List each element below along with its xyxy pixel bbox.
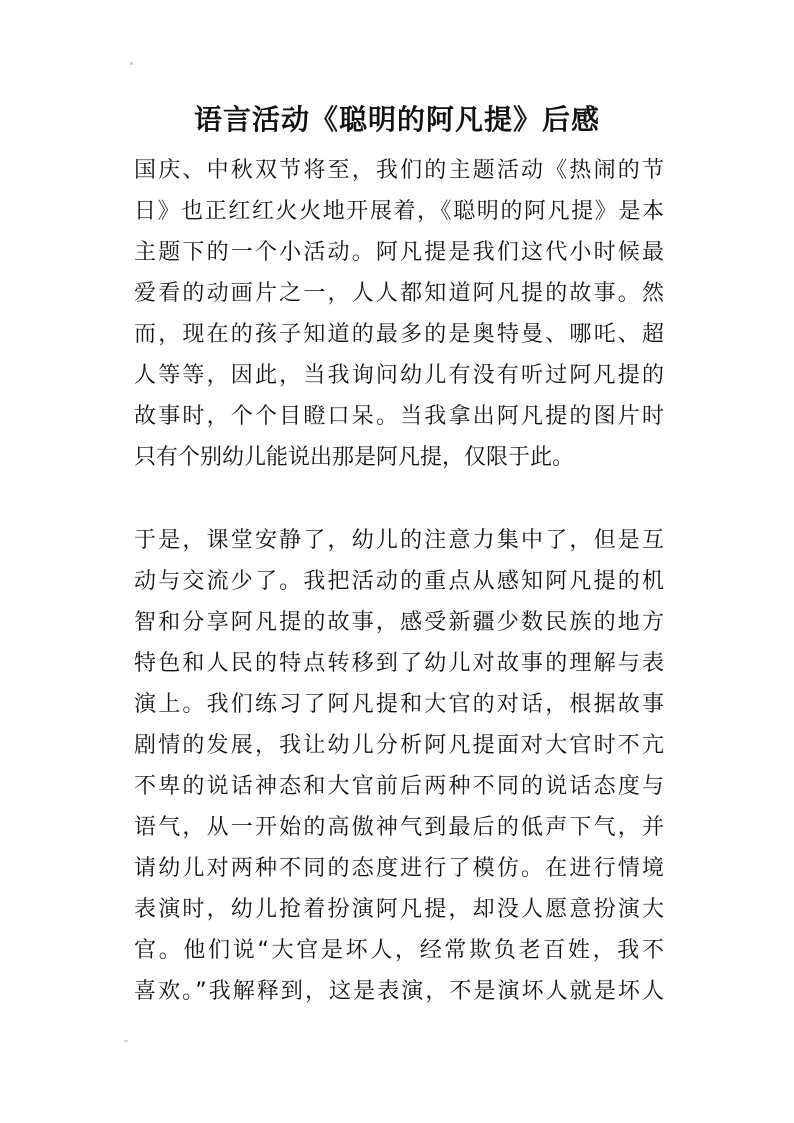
paragraph-line: 故事时，个个目瞪口呆。当我拿出阿凡提的图片时 [134, 404, 664, 429]
scan-speck [130, 62, 133, 65]
document-title: 语言活动《聪明的阿凡提》后感 [193, 103, 600, 136]
paragraph-line: 日》也正红红火火地开展着，《聪明的阿凡提》是本 [134, 199, 664, 224]
paragraph-line: 请幼儿对两种不同的态度进行了模仿。在进行情境 [134, 856, 664, 881]
paragraph-line: 喜欢。”我解释到，这是表演，不是演坏人就是坏人 [134, 979, 664, 1004]
paragraph-line: 人等等，因此，当我询问幼儿有没有听过阿凡提的 [134, 363, 664, 388]
paragraph-line: 国庆、中秋双节将至，我们的主题活动《热闹的节 [134, 158, 664, 183]
paragraph-line: 而，现在的孩子知道的最多的是奥特曼、哪吒、超 [134, 322, 664, 347]
paragraph-line: 表演时，幼儿抢着扮演阿凡提，却没人愿意扮演大 [134, 897, 664, 922]
paragraph-line: 只有个别幼儿能说出那是阿凡提，仅限于此。 [134, 445, 575, 470]
paragraph-line: 智和分享阿凡提的故事，感受新疆少数民族的地方 [134, 610, 664, 635]
scan-speck [124, 1040, 128, 1042]
paragraph-line: 于是，课堂安静了，幼儿的注意力集中了，但是互 [134, 528, 664, 553]
paragraph-line: 爱看的动画片之一，人人都知道阿凡提的故事。然 [134, 281, 664, 306]
paragraph-line: 动与交流少了。我把活动的重点从感知阿凡提的机 [134, 569, 664, 594]
paragraph-1 [134, 150, 664, 478]
paragraph-line: 官。他们说“大官是坏人，经常欺负老百姓，我不 [134, 938, 664, 963]
paragraph-2 [134, 520, 664, 1012]
paragraph-line: 主题下的一个小活动。阿凡提是我们这代小时候最 [134, 240, 664, 265]
paragraph-line: 剧情的发展，我让幼儿分析阿凡提面对大官时不亢 [134, 733, 664, 758]
paragraph-line: 演上。我们练习了阿凡提和大官的对话，根据故事 [134, 692, 664, 717]
paragraph-line: 特色和人民的特点转移到了幼儿对故事的理解与表 [134, 651, 664, 676]
paragraph-line: 语气，从一开始的高傲神气到最后的低声下气，并 [134, 815, 664, 840]
paragraph-line: 不卑的说话神态和大官前后两种不同的说话态度与 [134, 774, 664, 799]
